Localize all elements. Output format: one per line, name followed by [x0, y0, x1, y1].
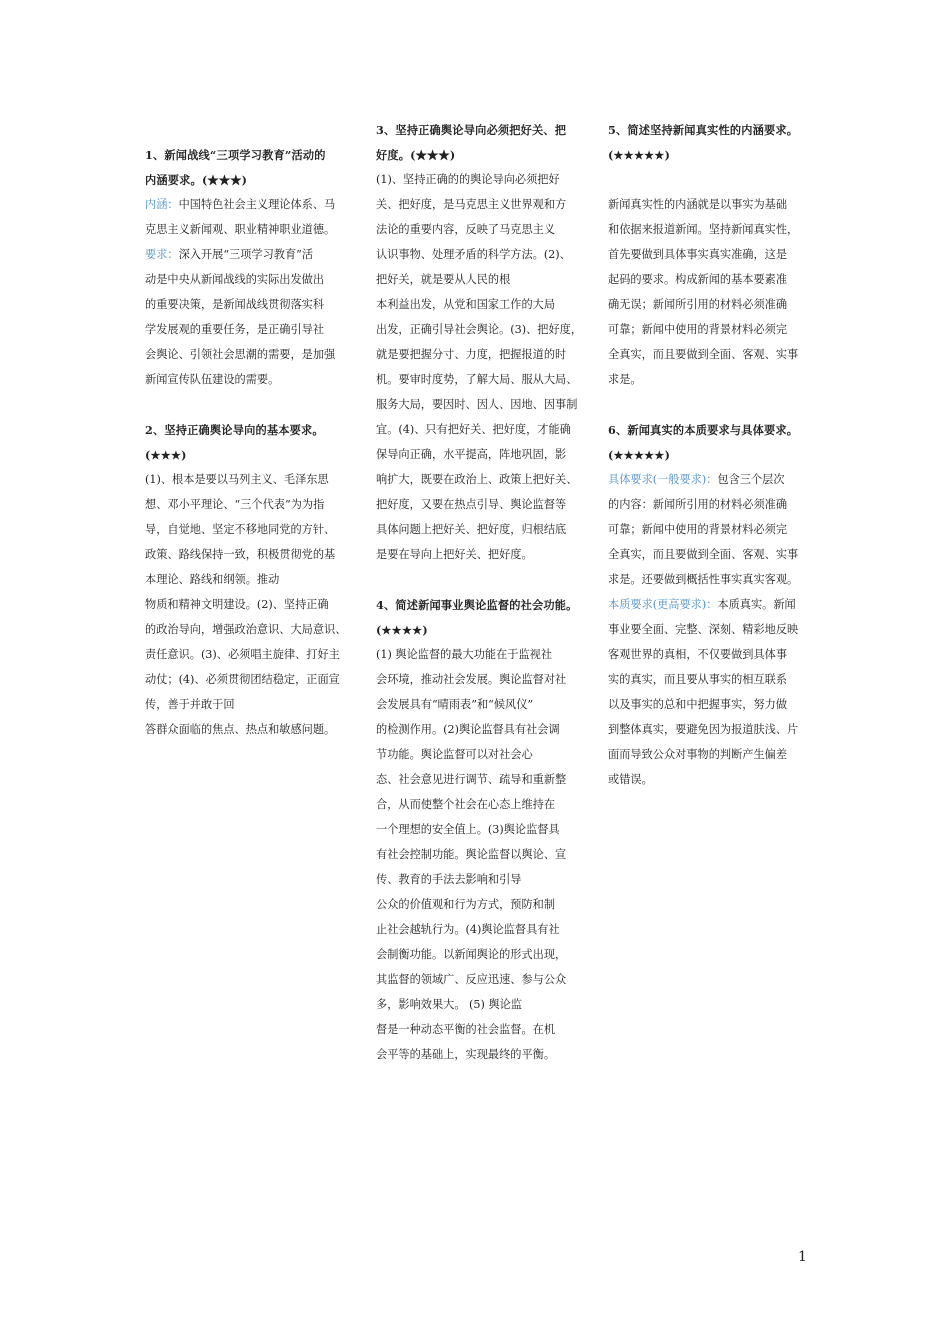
answer-text-line [145, 248, 313, 262]
answer-text-line [376, 823, 560, 837]
line-text: 和依据来报道新闻。坚持新闻真实性， [608, 223, 799, 236]
question-heading-line [608, 423, 798, 437]
answer-text-line [608, 473, 785, 487]
question-heading-line [376, 598, 578, 612]
line-text: 响扩大，既要在政治上、政策上把好关、 [376, 473, 578, 486]
line-text: 政策、路线保持一致，积极贯彻党的基 [145, 548, 336, 561]
line-text: (★★★★) [376, 623, 428, 637]
answer-text-line [376, 773, 566, 787]
question-heading-line [608, 123, 798, 137]
line-text: 法论的重要内容，反映了马克思主义 [376, 223, 556, 236]
line-text: 2、坚持正确舆论导向的基本要求。 [145, 423, 324, 437]
line-text: 认识事物、处理矛盾的科学方法。(2)、 [376, 248, 571, 261]
answer-text-line [608, 498, 787, 512]
line-text: 一个理想的安全值上。(3)舆论监督具 [376, 823, 560, 836]
answer-text-line [145, 223, 335, 237]
line-text: 宜。(4)、只有把好关、把好度，才能确 [376, 423, 571, 436]
line-text: 3、坚持正确舆论导向必须把好关、把 [376, 123, 567, 137]
line-text: 实的真实，而且要从事实的相互联系 [608, 673, 788, 686]
answer-text-line [376, 698, 533, 712]
answer-text-line [145, 473, 329, 487]
line-text: 会环境，推动社会发展。舆论监督对社 [376, 673, 567, 686]
line-text: 物质和精神文明建设。(2)、坚持正确 [145, 598, 329, 611]
answer-text-line [145, 498, 324, 512]
line-text: 中国特色社会主义理论体系、马 [178, 198, 336, 211]
answer-text-line [376, 848, 566, 862]
line-text: 全真实，而且要做到全面、客观、实事 [608, 548, 799, 561]
answer-text-line [145, 348, 335, 362]
answer-text-line [145, 273, 324, 287]
line-text: (★★★★★) [608, 148, 671, 162]
line-text: 合，从而使整个社会在心态上维持在 [376, 798, 556, 811]
line-text: 答群众面临的焦点、热点和敏感问题。 [145, 723, 336, 736]
line-text: 可靠；新闻中使用的背景材料必须完 [608, 323, 788, 336]
answer-text-line [608, 623, 798, 637]
answer-text-line [376, 473, 577, 487]
line-text: 具体问题上把好关、把好度，归根结底 [376, 523, 567, 536]
question-heading-line [376, 123, 566, 137]
line-text: 其监督的领域广、反应迅速、参与公众 [376, 973, 567, 986]
line-text: 的重要决策，是新闻战线贯彻落实科 [145, 298, 325, 311]
answer-text-line [376, 748, 533, 762]
line-text: 事业要全面、完整、深刻、精彩地反映 [608, 623, 799, 636]
answer-text-line [376, 998, 522, 1012]
line-text: (★★★★★) [608, 448, 671, 462]
line-text: 想、邓小平理论、“三个代表”为为指 [145, 498, 325, 511]
answer-text-line [145, 698, 235, 712]
answer-text-line [376, 873, 521, 887]
answer-text-line [608, 748, 787, 762]
line-text: 会舆论、引领社会思潮的需要，是加强 [145, 348, 336, 361]
line-text: 本质真实。新闻 [717, 598, 796, 611]
line-text: 保导向正确，水平提高，阵地巩固，影 [376, 448, 567, 461]
line-text: 新闻真实性的内涵就是以事实为基础 [608, 198, 788, 211]
answer-text-line [376, 173, 560, 187]
line-text: 以及事实的总和中把握事实，努力做 [608, 698, 788, 711]
line-text: 全真实，而且要做到全面、客观、实事 [608, 348, 799, 361]
answer-text-line [376, 548, 533, 562]
line-text: 会发展具有“晴雨表”和“候风仪” [376, 698, 534, 711]
answer-text-line [145, 623, 346, 637]
answer-text-line [608, 198, 787, 212]
line-text: 包含三个层次 [717, 473, 785, 486]
line-text: 关、把好度，是马克思主义世界观和方 [376, 198, 567, 211]
line-text: 公众的价值观和行为方式，预防和制 [376, 898, 556, 911]
line-text: (★★★) [145, 448, 187, 462]
line-text: 督是一种动态平衡的社会监督。在机 [376, 1023, 556, 1036]
line-text: 动仗；(4)、必须贯彻团结稳定，正面宣 [145, 673, 340, 686]
line-text: 节功能。舆论监督可以对社会心 [376, 748, 533, 761]
line-text: 深入开展“三项学习教育”活 [178, 248, 314, 261]
answer-text-line [376, 498, 566, 512]
answer-text-line [608, 698, 787, 712]
line-text: 会平等的基础上，实现最终的平衡。 [376, 1048, 556, 1061]
line-text: 有社会控制功能。舆论监督以舆论、宣 [376, 848, 567, 861]
line-text: 新闻宣传队伍建设的需要。 [145, 373, 280, 386]
answer-text-line [376, 948, 566, 962]
answer-text-line [608, 673, 787, 687]
question-heading-line [608, 448, 670, 462]
question-heading-line [376, 148, 455, 162]
line-text: 内涵要求。(★★★) [145, 173, 248, 187]
answer-text-line [376, 1023, 555, 1037]
highlight-label: 本质要求(更高要求)： [608, 598, 718, 611]
question-heading-line [145, 148, 326, 162]
answer-text-line [608, 723, 798, 737]
answer-text-line [376, 323, 582, 337]
line-text: 4、简述新闻事业舆论监督的社会功能。 [376, 598, 578, 612]
line-text: 出发，正确引导社会舆论。(3)、把好度， [376, 323, 583, 336]
line-text: 6、新闻真实的本质要求与具体要求。 [608, 423, 799, 437]
highlight-label: 具体要求(一般要求)： [608, 473, 718, 486]
answer-text-line [376, 898, 555, 912]
answer-text-line [376, 223, 555, 237]
line-text: 求是。 [608, 373, 642, 386]
question-heading-line [376, 623, 428, 637]
highlight-label: 要求： [145, 248, 179, 261]
line-text: 本利益出发，从党和国家工作的大局 [376, 298, 556, 311]
answer-text-line [608, 373, 642, 387]
answer-text-line [376, 1048, 555, 1062]
answer-text-line [145, 198, 335, 212]
answer-text-line [608, 223, 798, 237]
line-text: 学发展观的重要任务，是正确引导社 [145, 323, 325, 336]
line-text: 的内容：新闻所引用的材料必须准确 [608, 498, 788, 511]
answer-text-line [376, 923, 560, 937]
answer-text-line [608, 573, 798, 587]
answer-text-line [608, 548, 798, 562]
answer-text-line [608, 273, 787, 287]
line-text: 会制衡功能。以新闻舆论的形式出现， [376, 948, 567, 961]
question-heading-line [145, 448, 187, 462]
answer-text-line [376, 973, 566, 987]
answer-text-line [608, 523, 787, 537]
line-text: 或错误。 [608, 773, 653, 786]
answer-text-line [376, 248, 571, 262]
line-text: 好度。(★★★) [376, 148, 456, 162]
line-text: 责任意识。(3)、必须唱主旋律、打好主 [145, 648, 340, 661]
line-text: 面而导致公众对事物的判断产生偏差 [608, 748, 788, 761]
answer-text-line [608, 248, 787, 262]
answer-text-line [608, 598, 796, 612]
answer-text-line [376, 723, 560, 737]
answer-text-line [145, 373, 279, 387]
line-text: 多，影响效果大。 (5) 舆论监 [376, 998, 523, 1011]
line-text: 的检测作用。(2)舆论监督具有社会调 [376, 723, 560, 736]
answer-text-line [376, 298, 555, 312]
answer-text-line [145, 673, 340, 687]
line-text: 动是中央从新闻战线的实际出发做出 [145, 273, 325, 286]
line-text: 止社会越轨行为。(4)舆论监督具有社 [376, 923, 560, 936]
line-text: 导，自觉地、坚定不移地同党的方针、 [145, 523, 336, 536]
line-text: 起码的要求。构成新闻的基本要素准 [608, 273, 788, 286]
page-number: 1 [798, 1249, 807, 1265]
answer-text-line [608, 348, 798, 362]
answer-text-line [145, 598, 329, 612]
question-heading-line [608, 148, 670, 162]
answer-text-line [145, 573, 279, 587]
line-text: 服务大局，要因时、因人、因地、因事制 [376, 398, 578, 411]
answer-text-line [608, 298, 787, 312]
answer-text-line [145, 548, 335, 562]
answer-text-line [145, 298, 324, 312]
answer-text-line [145, 323, 324, 337]
line-text: 本理论、路线和纲领。推动 [145, 573, 280, 586]
line-text: 传、教育的手法去影响和引导 [376, 873, 522, 886]
line-text: 是要在导向上把好关、把好度。 [376, 548, 533, 561]
answer-text-line [376, 673, 566, 687]
line-text: 机。要审时度势，了解大局、服从大局、 [376, 373, 578, 386]
answer-text-line [376, 648, 552, 662]
line-text: 1、新闻战线“三项学习教育”活动的 [145, 148, 326, 162]
line-text: 到整体真实，要避免因为报道肤浅、片 [608, 723, 799, 736]
line-text: 5、简述坚持新闻真实性的内涵要求。 [608, 123, 799, 137]
answer-text-line [145, 723, 335, 737]
answer-text-line [145, 648, 340, 662]
line-text: 态、社会意见进行调节、疏导和重新整 [376, 773, 567, 786]
answer-text-line [376, 523, 566, 537]
answer-text-line [145, 523, 335, 537]
line-text: 克思主义新闻观、职业精神职业道德。 [145, 223, 336, 236]
line-text: 求是。还要做到概括性事实真实客观。 [608, 573, 799, 586]
line-text: 确无误；新闻所引用的材料必须准确 [608, 298, 788, 311]
answer-text-line [608, 648, 787, 662]
highlight-label: 内涵： [145, 198, 179, 211]
line-text: 的政治导向，增强政治意识、大局意识、 [145, 623, 347, 636]
answer-text-line [376, 448, 566, 462]
answer-text-line [376, 273, 510, 287]
answer-text-line [376, 398, 577, 412]
answer-text-line [376, 198, 566, 212]
answer-text-line [376, 348, 566, 362]
line-text: (1)、坚持正确的的舆论导向必须把好 [376, 173, 560, 186]
answer-text-line [376, 423, 571, 437]
line-text: 首先要做到具体事实真实准确，这是 [608, 248, 788, 261]
line-text: 就是要把握分寸、力度，把握报道的时 [376, 348, 567, 361]
line-text: 把好度，又要在热点引导、舆论监督等 [376, 498, 567, 511]
question-heading-line [145, 173, 247, 187]
answer-text-line [376, 373, 577, 387]
line-text: 把好关，就是要从人民的根 [376, 273, 511, 286]
answer-text-line [608, 773, 653, 787]
answer-text-line [376, 798, 555, 812]
question-heading-line [145, 423, 324, 437]
line-text: (1)、根本是要以马列主义、毛泽东思 [145, 473, 329, 486]
line-text: 传，善于并敢于回 [145, 698, 235, 711]
line-text: 客观世界的真相，不仅要做到具体事 [608, 648, 788, 661]
line-text: (1) 舆论监督的最大功能在于监视社 [376, 648, 553, 661]
answer-text-line [608, 323, 787, 337]
line-text: 可靠；新闻中使用的背景材料必须完 [608, 523, 788, 536]
